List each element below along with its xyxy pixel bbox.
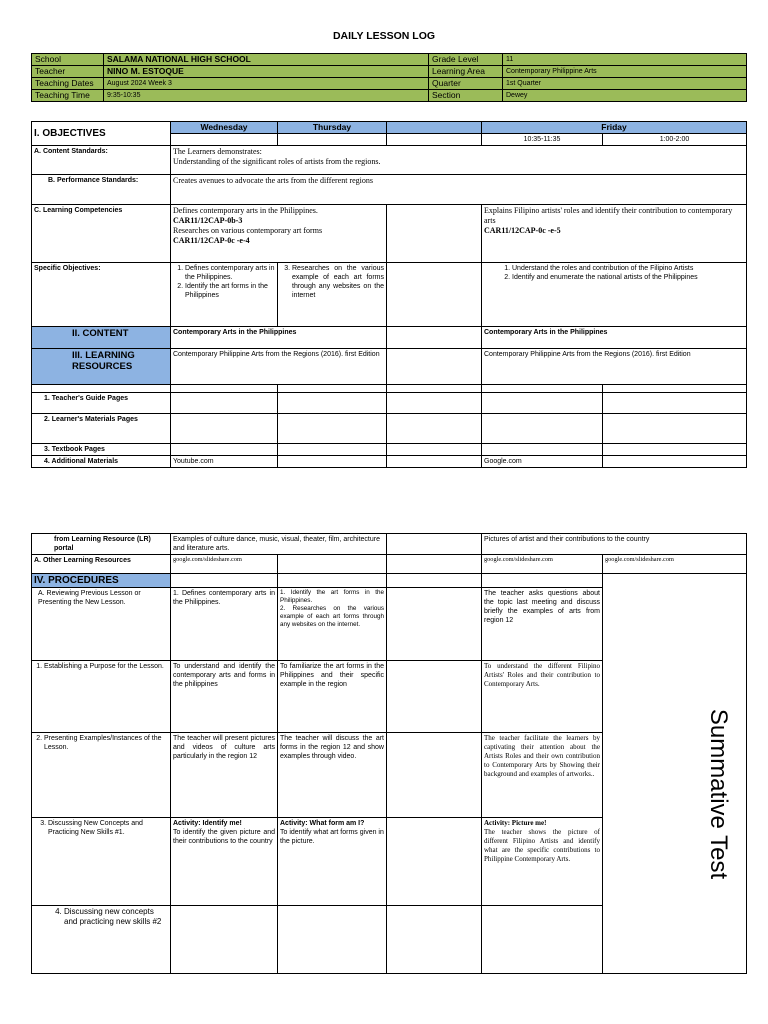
procedures-heading: IV. PROCEDURES	[32, 574, 171, 588]
additional-materials-fri: Google.com	[482, 456, 603, 468]
area-value: Contemporary Philippine Arts	[503, 66, 747, 78]
learners-materials-label: 2. Learner's Materials Pages	[32, 414, 171, 444]
performance-standards-label: B. Performance Standards:	[32, 175, 171, 205]
info-table	[31, 53, 747, 102]
quarter-label: Quarter	[429, 78, 503, 90]
resources-friday: Contemporary Philippine Arts from the Regions (2016). first Edition	[482, 349, 747, 385]
resources-wednesday: Contemporary Philippine Arts from the Regions (2016). first Edition	[171, 349, 387, 385]
specific-objectives-wed: 1. Defines contemporary arts in the Philippines. 2. Identify the art forms in the Philippines	[171, 263, 278, 327]
day-wednesday: Wednesday	[171, 122, 278, 134]
area-label: Learning Area	[429, 66, 503, 78]
specific-objectives-fri: 1. Understand the roles and contribution of the Filipino Artists 2. Identify and enumerate the national artists of the Philippines	[482, 263, 747, 327]
page-title: DAILY LESSON LOG	[332, 30, 436, 42]
additional-materials-wed: Youtube.com	[171, 456, 278, 468]
textbook-pages-label: 3. Textbook Pages	[32, 444, 171, 456]
lr-portal-wed: Examples of culture dance, music, visual, theater, film, architecture and literature arts.	[171, 534, 387, 555]
school-value: SALAMA NATIONAL HIGH SCHOOL	[104, 54, 429, 66]
purpose-fri: To understand the different Filipino Artists' Roles and their contribution to Contemporary Arts.	[482, 661, 603, 733]
content-heading: II. CONTENT	[32, 327, 171, 349]
other-resources-fri-1: google.com/slideshare.com	[482, 555, 603, 574]
discussing-2-label: 4. Discussing new concepts and practicing new skills #2	[32, 906, 171, 974]
school-label: School	[32, 54, 104, 66]
grade-label: Grade Level	[429, 54, 503, 66]
day-thursday: Thursday	[278, 122, 387, 134]
competencies-wednesday: Defines contemporary arts in the Philippines. CAR11/12CAP-0b-3 Researches on various contemporary art forms CAR11/12CAP-0c -e-4	[171, 205, 387, 263]
dates-value: August 2024 Week 3	[104, 78, 429, 90]
additional-materials-label: 4. Additional Materials	[32, 456, 171, 468]
dates-label: Teaching Dates	[32, 78, 104, 90]
learning-competencies-label: C. Learning Competencies	[32, 205, 171, 263]
presenting-thu: The teacher will discuss the art forms in the region 12 and show examples through video.	[278, 733, 387, 818]
other-resources-wed: google.com/slideshare.com	[171, 555, 278, 574]
content-wednesday: Contemporary Arts in the Philippines	[171, 327, 387, 349]
purpose-thu: To familiarize the art forms in the Philippines and their specific example in the region	[278, 661, 387, 733]
content-standards-label: A. Content Standards:	[32, 146, 171, 175]
specific-objectives-label: Specific Objectives:	[32, 263, 171, 327]
learning-resources-heading: III. LEARNING RESOURCES	[32, 349, 171, 385]
section-value: Dewey	[503, 90, 747, 102]
lr-portal-fri: Pictures of artist and their contributions to the country	[482, 534, 747, 555]
specific-objectives-thu: 3. Researches on the various example of each art forms through any websites on the internet	[278, 263, 387, 327]
reviewing-thu: 1. Identify the art forms in the Philippines. 2. Researches on the various example of each art forms through any websites on the internet.	[278, 588, 387, 661]
activity-thu: Activity: What form am I? To identify what art forms given in the picture.	[278, 818, 387, 906]
discussing-1-label: 3. Discussing New Concepts and Practicing New Skills #1.	[32, 818, 171, 906]
presenting-label: 2. Presenting Examples/Instances of the Lesson.	[32, 733, 171, 818]
day-friday: Friday	[482, 122, 747, 134]
purpose-wed: To understand and identify the contemporary arts and forms in the philippines	[171, 661, 278, 733]
other-resources-fri-2: google.com/slideshare.com	[603, 555, 747, 574]
reviewing-wed: 1. Defines contemporary arts in the Philippines.	[171, 588, 278, 661]
lesson-table-1	[31, 121, 747, 468]
competencies-friday: Explains Filipino artists' roles and identify their contribution to contemporary arts CAR11/12CAP-0c -e-5	[482, 205, 747, 263]
reviewing-fri: The teacher asks questions about the topic last meeting and discuss briefly the examples of arts from region 12	[482, 588, 603, 661]
content-friday: Contemporary Arts in the Philippines	[482, 327, 747, 349]
grade-value: 11	[503, 54, 747, 66]
friday-time-1: 10:35-11:35	[482, 134, 603, 146]
friday-time-2: 1:00-2:00	[603, 134, 747, 146]
content-standards-text: The Learners demonstrates: Understanding of the significant roles of artists from the regions.	[171, 146, 747, 175]
time-label: Teaching Time	[32, 90, 104, 102]
time-value: 9:35-10:35	[104, 90, 429, 102]
summative-test-label: Summative Test	[705, 708, 732, 880]
activity-fri: Activity: Picture me! The teacher shows the picture of different Filipino Artists and identify what are the specific contributions to Philippine Contemporary Arts.	[482, 818, 603, 906]
other-resources-label: A. Other Learning Resources	[32, 555, 171, 574]
performance-standards-text: Creates avenues to advocate the arts from the different regions	[171, 175, 747, 205]
activity-wed: Activity: Identify me! To identify the given picture and their contributions to the country	[171, 818, 278, 906]
teachers-guide-label: 1. Teacher's Guide Pages	[32, 393, 171, 414]
lr-portal-label: from Learning Resource (LR) portal	[32, 534, 171, 555]
quarter-value: 1st Quarter	[503, 78, 747, 90]
teacher-label: Teacher	[32, 66, 104, 78]
presenting-wed: The teacher will present pictures and videos of culture arts particularly in the region 12	[171, 733, 278, 818]
presenting-fri: The teacher facilitate the learners by captivating their attention about the Artists Roles and their own contribution to Contemporary Arts by Showing their background and examples of artworks..	[482, 733, 603, 818]
reviewing-lesson-label: A. Reviewing Previous Lesson or Presenting the New Lesson.	[32, 588, 171, 661]
day-blank	[387, 122, 482, 134]
teacher-value: NINO M. ESTOQUE	[104, 66, 429, 78]
objectives-heading: I. OBJECTIVES	[32, 122, 171, 146]
section-label: Section	[429, 90, 503, 102]
lesson-table-2	[31, 533, 747, 974]
purpose-label: 1. Establishing a Purpose for the Lesson.	[32, 661, 171, 733]
